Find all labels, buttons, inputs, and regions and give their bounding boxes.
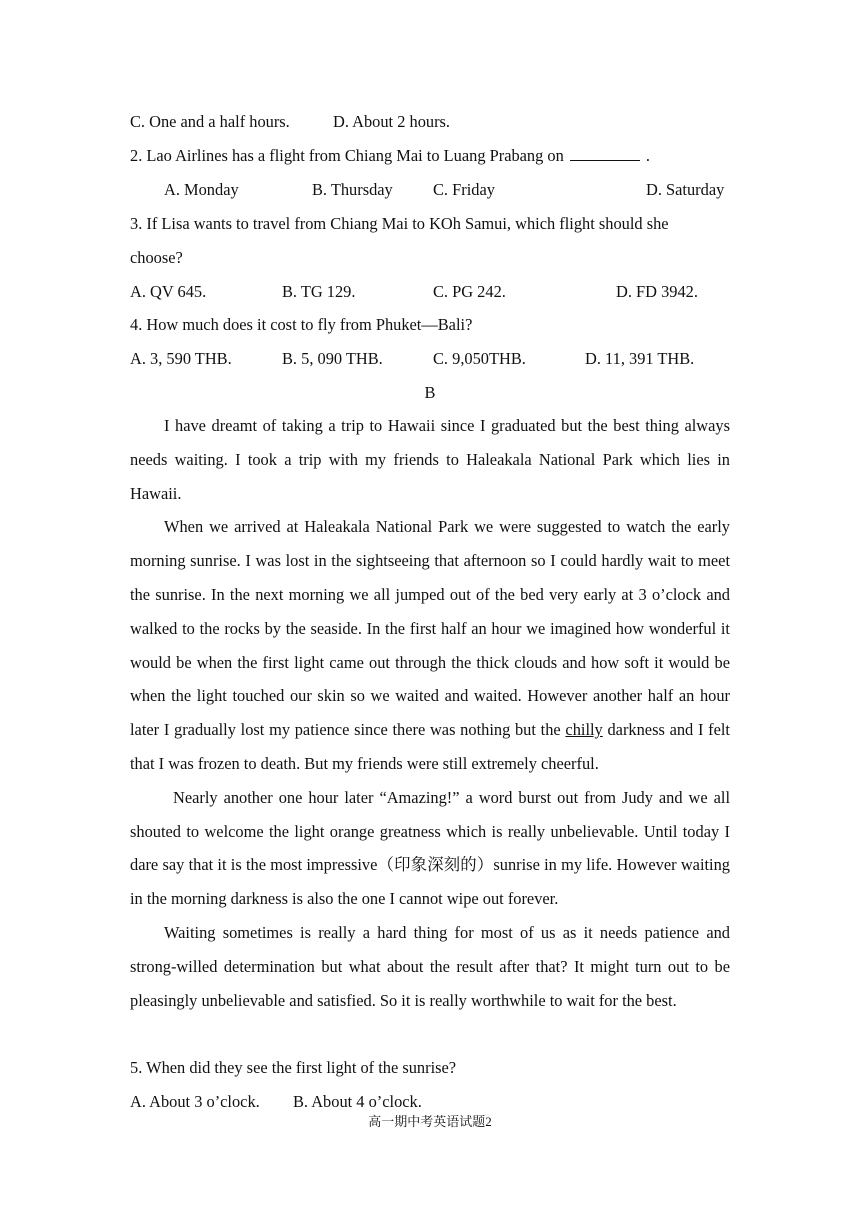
q4-option-b: B. 5, 090 THB. xyxy=(282,349,383,368)
passage-paragraph-2-text-b: darkness and I felt that I was frozen to death. But my friends were still extremely cheerful. xyxy=(130,720,730,773)
q5-options xyxy=(0,1092,860,1112)
q1-option-d: D. About 2 hours. xyxy=(333,112,451,131)
q2-answer-blank xyxy=(570,146,640,161)
passage-b xyxy=(130,409,730,1017)
passage-paragraph-2-text-a: When we arrived at Haleakala National Park we were suggested to watch the early morning sunrise. I was lost in the sightseeing that afternoon so I could hardly wait to meet the sunrise. In the next morning we all jumped out of the bed very early at 3 o’clock and walked to the rocks by the seaside. In the first half an hour we imagined how wonderful it would be when the first light came out through the thick clouds and how soft it would be when the light touched our skin so we waited and waited. However another half an hour later I gradually lost my patience since there was nothing but the xyxy=(130,517,730,740)
q2-stem-end: . xyxy=(645,146,650,165)
q3-option-c: C. PG 242. xyxy=(433,282,506,301)
q2-stem xyxy=(130,146,650,166)
underlined-word-chilly: chilly xyxy=(565,720,603,740)
passage-paragraph-2 xyxy=(130,510,730,780)
q2-stem-text: 2. Lao Airlines has a flight from Chiang Mai to Luang Prabang on xyxy=(130,146,564,165)
q1-option-c: C. One and a half hours. xyxy=(130,112,290,131)
q3-option-a: A. QV 645. xyxy=(130,282,207,301)
section-b-heading: B xyxy=(424,383,436,402)
q4-option-a: A. 3, 590 THB. xyxy=(130,349,232,368)
q4-options xyxy=(0,349,860,369)
passage-paragraph-3: Nearly another one hour later “Amazing!” a word burst out from Judy and we all shouted to welcome the light orange greatness which is really unbelievable. Until today I dare say that it is the most impressive（印象深刻的）sunrise in my life. However waiting in the morning darkness is also the one I cannot wipe out forever. xyxy=(130,787,730,909)
q4-option-d: D. 11, 391 THB. xyxy=(585,349,695,368)
q1-options xyxy=(0,112,860,132)
q5-option-a: A. About 3 o’clock. xyxy=(130,1092,260,1111)
q5-stem: 5. When did they see the first light of the sunrise? xyxy=(130,1058,457,1077)
q3-stem-line2: choose? xyxy=(130,248,183,267)
q4-option-c: C. 9,050THB. xyxy=(433,349,526,368)
q3-stem-line1: 3. If Lisa wants to travel from Chiang Mai to KOh Samui, which flight should she xyxy=(130,214,669,233)
q2-option-a: A. Monday xyxy=(164,180,239,199)
q5-option-b: B. About 4 o’clock. xyxy=(293,1092,422,1111)
q2-option-b: B. Thursday xyxy=(312,180,393,199)
q2-option-c: C. Friday xyxy=(433,180,495,199)
q2-options xyxy=(0,180,860,200)
q3-option-b: B. TG 129. xyxy=(282,282,356,301)
q3-options xyxy=(0,282,860,302)
page-footer: 高一期中考英语试题2 xyxy=(368,1114,492,1129)
passage-paragraph-1: I have dreamt of taking a trip to Hawaii since I graduated but the best thing always needs waiting. I took a trip with my friends to Haleakala National Park which lies in Hawaii. xyxy=(130,416,730,503)
q3-option-d: D. FD 3942. xyxy=(616,282,698,301)
passage-paragraph-4: Waiting sometimes is really a hard thing for most of us as it needs patience and strong-willed determination but what about the result after that? It might turn out to be pleasingly unbelievable and satisfied. So it is really worthwhile to wait for the best. xyxy=(130,922,730,1010)
q4-stem: 4. How much does it cost to fly from Phuket—Bali? xyxy=(130,315,473,334)
q2-option-d: D. Saturday xyxy=(646,180,725,199)
